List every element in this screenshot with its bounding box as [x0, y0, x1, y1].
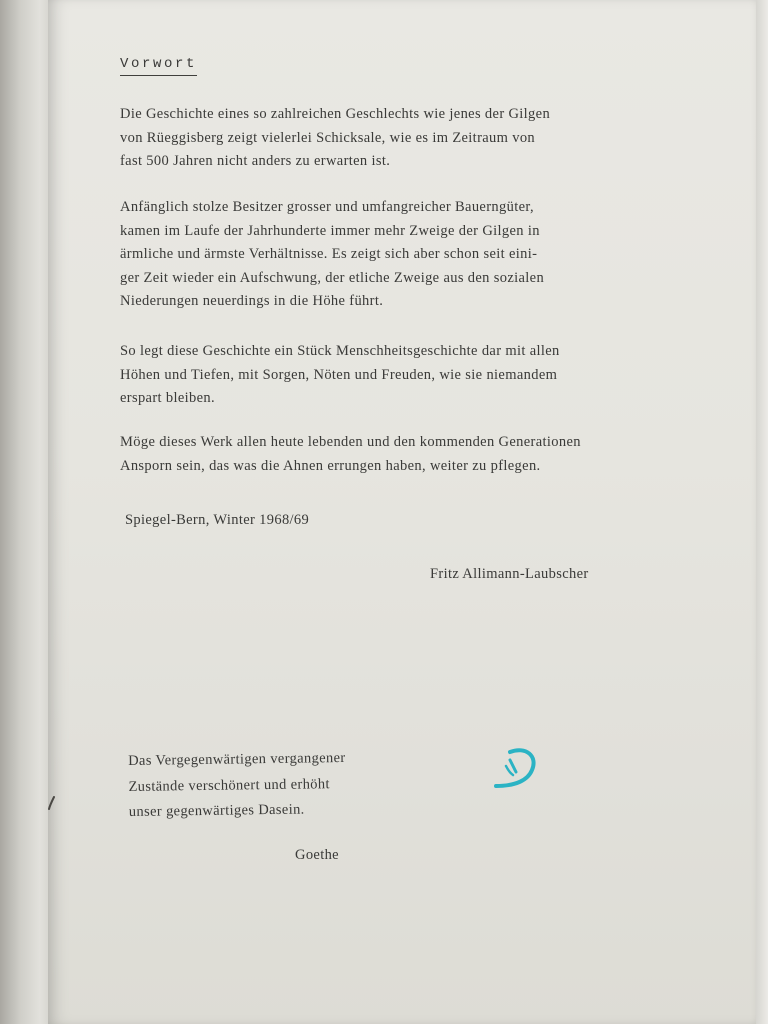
paragraph-line: ärmliche und ärmste Verhältnisse. Es zeigt sich aber schon seit eini-: [120, 246, 538, 262]
paragraph-line: kamen im Laufe der Jahrhunderte immer mehr Zweige der Gilgen in: [120, 222, 540, 239]
paragraph-line: Niederungen neuerdings in die Höhe führt.: [120, 293, 384, 309]
quote-author: Goethe: [295, 847, 339, 863]
paragraph-2: [120, 196, 544, 314]
paragraph-line: Höhen und Tiefen, mit Sorgen, Nöten und Freuden, wie sie niemandem: [120, 366, 558, 383]
quote-line: Das Vergegenwärtigen vergangener: [128, 749, 346, 769]
quote-line: Zustände verschönert und erhöht: [128, 775, 330, 795]
paragraph-line: von Rüeggisberg zeigt vielerlei Schicksale, wie es im Zeitraum von: [120, 129, 536, 146]
paragraph-line: Anfänglich stolze Besitzer grosser und umfangreicher Bauerngüter,: [120, 199, 534, 215]
paragraph-line: erspart bleiben.: [120, 390, 215, 406]
paragraph-line: fast 500 Jahren nicht anders zu erwarten ist.: [120, 153, 391, 169]
paragraph-line: Möge dieses Werk allen heute lebenden und den kommenden Generationen: [120, 434, 581, 450]
paragraph-line: Die Geschichte eines so zahlreichen Geschlechts wie jenes der Gilgen: [120, 106, 551, 122]
goethe-quote: [128, 746, 346, 826]
paragraph-4: [120, 431, 581, 478]
paragraph-1: [120, 103, 550, 174]
paragraph-line: ger Zeit wieder ein Aufschwung, der etliche Zweige aus den sozialen: [120, 269, 545, 286]
author-signature: Fritz Allimann-Laubscher: [430, 566, 589, 582]
place-date: Spiegel-Bern, Winter 1968/69: [125, 512, 310, 528]
book-binding-shadow: [0, 0, 50, 1024]
page-title: Vorwort: [120, 56, 197, 76]
handwritten-checkmark-icon: [488, 742, 548, 798]
paragraph-line: So legt diese Geschichte ein Stück Menschheitsgeschichte dar mit allen: [120, 343, 560, 359]
paragraph-line: Ansporn sein, das was die Ahnen errungen haben, weiter zu pflegen.: [120, 457, 541, 474]
quote-line: unser gegenwärtiges Dasein.: [128, 801, 305, 820]
binding-stain-icon: [46, 796, 58, 810]
paragraph-3: [120, 340, 560, 411]
page-right-edge: [756, 0, 768, 1024]
